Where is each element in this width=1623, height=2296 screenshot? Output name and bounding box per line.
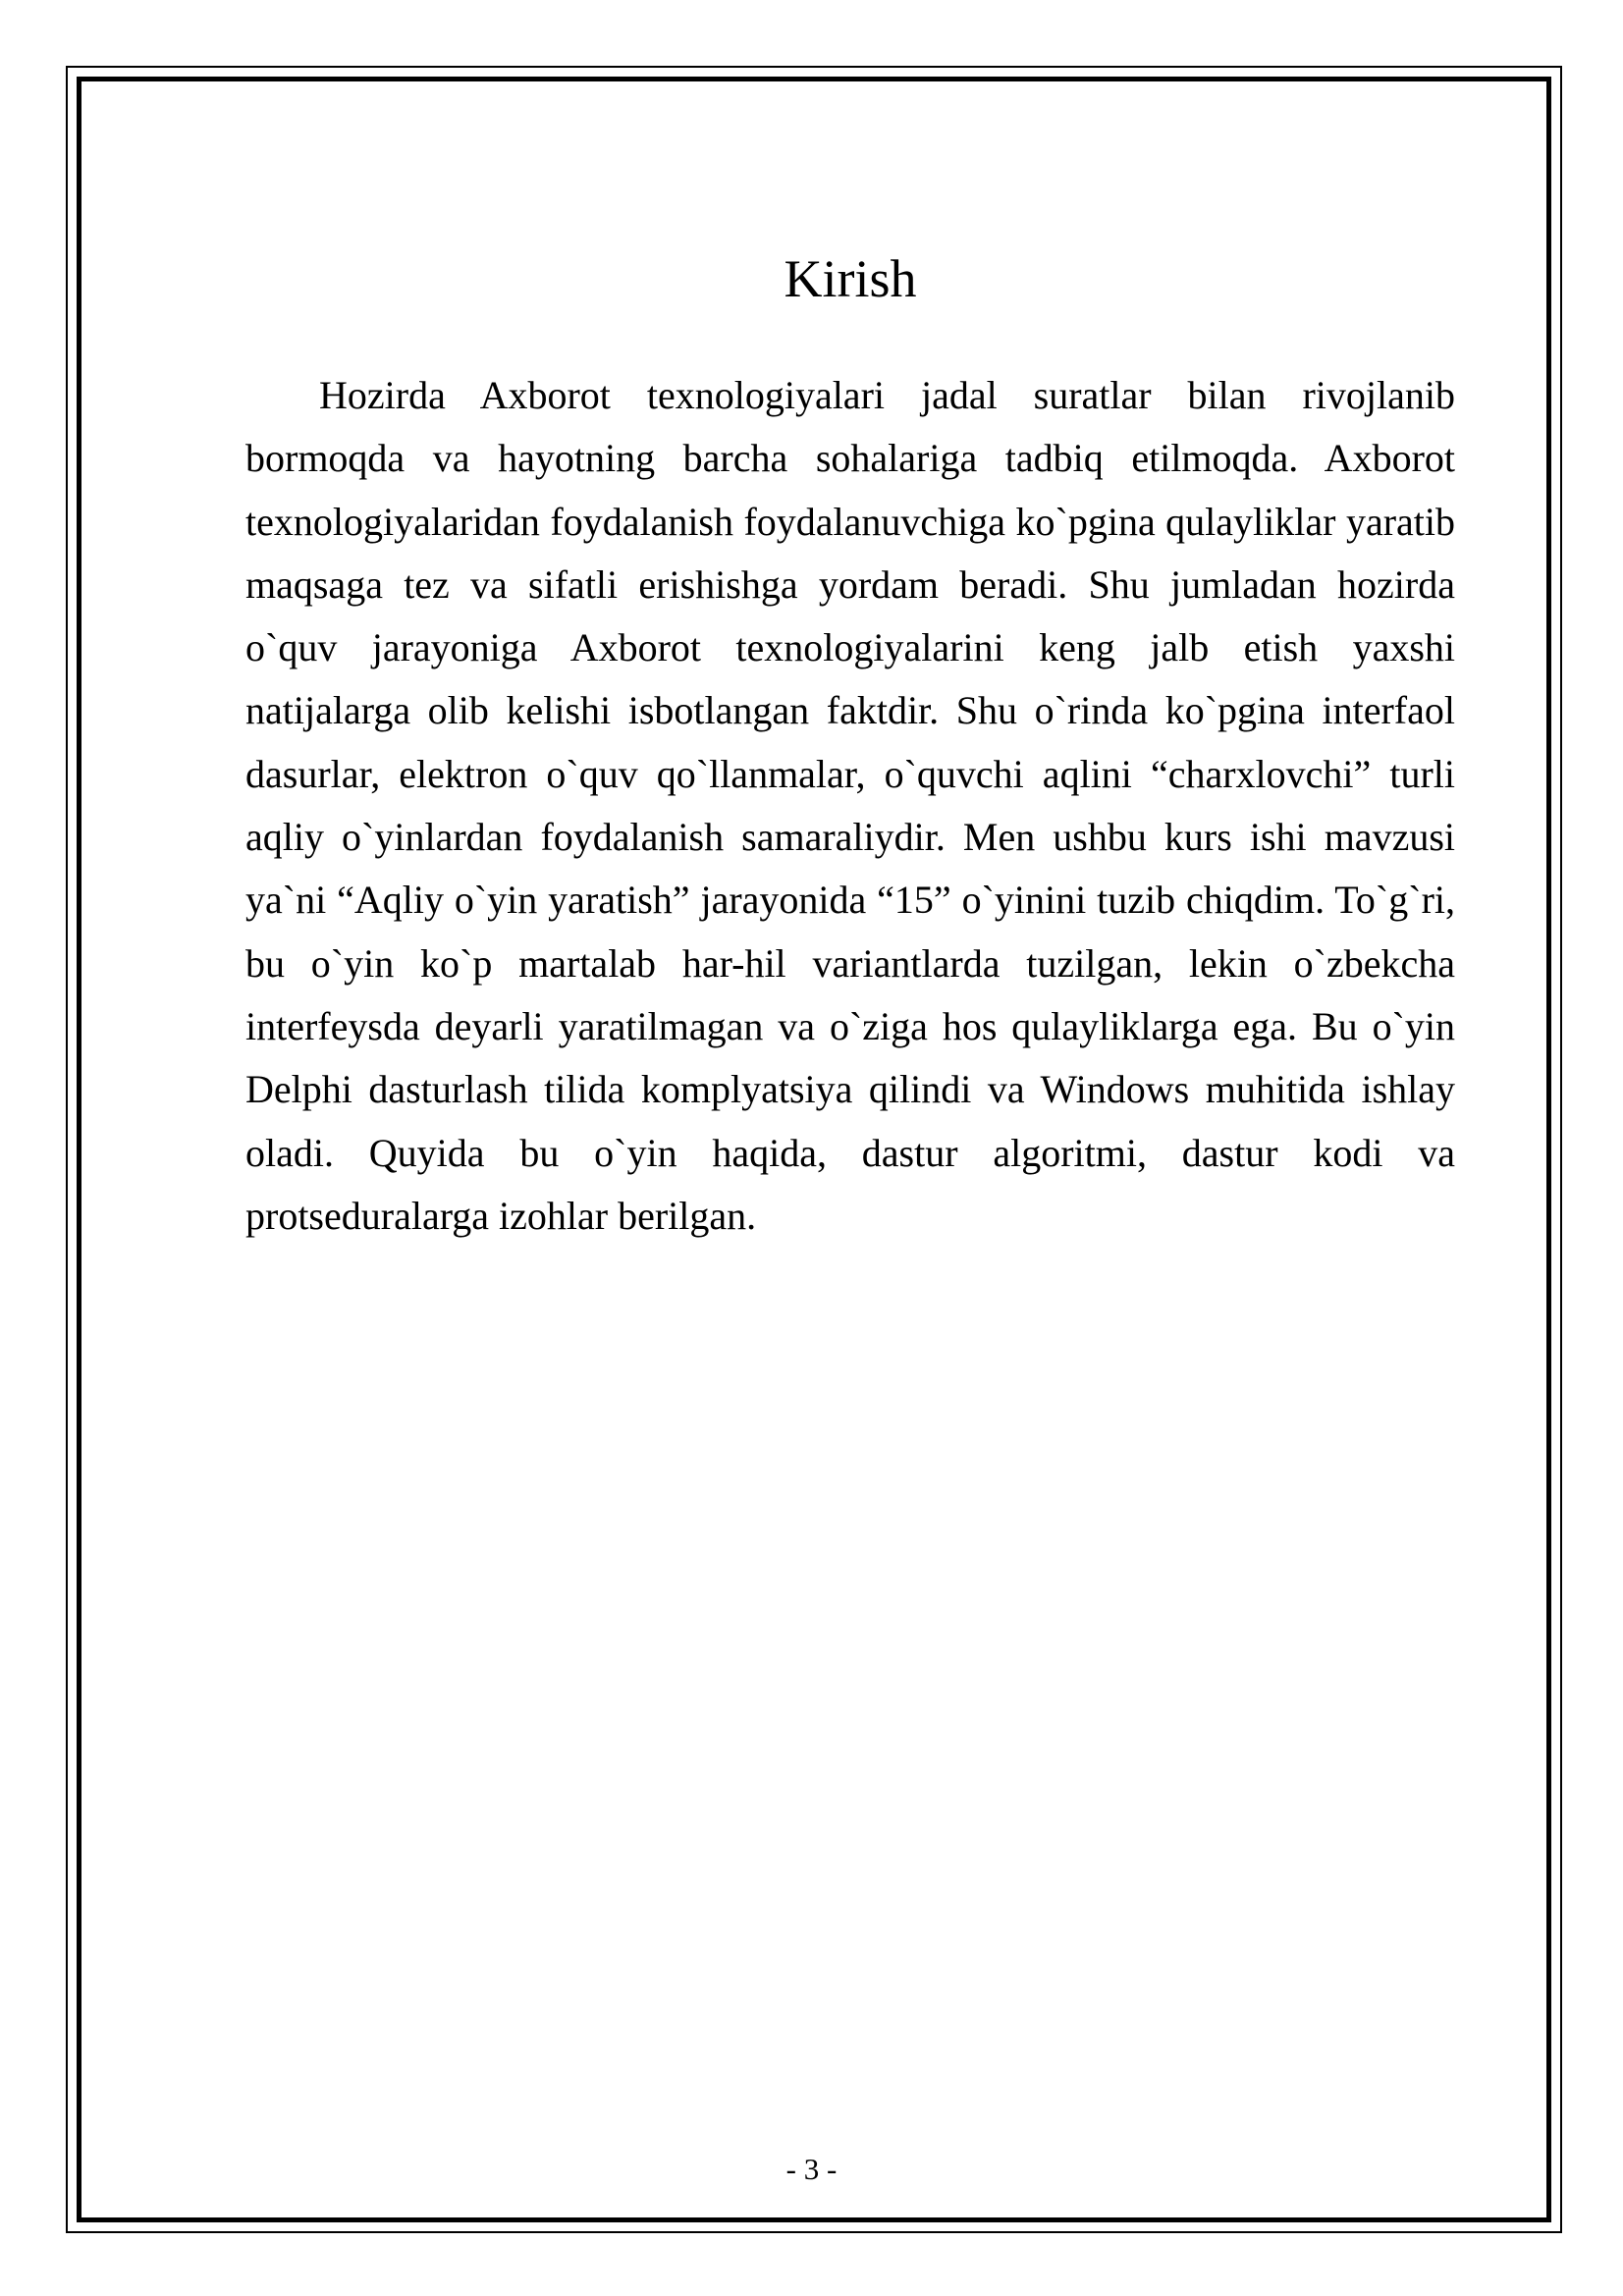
page-number: - 3 - — [785, 2152, 838, 2186]
body-paragraph: Hozirda Axborot texnologiyalari jadal suratlar bilan rivojlanib bormoqda va hayotning barcha sohalariga tadbiq etilmoqda. Axborot texnologiyalaridan foydalanish foydalanuvchiga ko`pgina qulayliklar yaratib maqsaga tez va sifatli erishishga yordam beradi. Shu jumladan hozirda o`quv jarayoniga Axborot texnologiyalarini keng jalb etish yaxshi natijalarga olib kelishi isbotlangan faktdir. Shu o`rinda ko`pgina interfaol dasurlar, elektron o`quv qo`llanmalar, o`quvchi aqlini “charxlovchi” turli aqliy o`yinlardan foydalanish samaraliydir. Men ushbu kurs ishi mavzusi ya`ni “Aqliy o`yin yaratish” jarayonida “15” o`yinini tuzib chiqdim. To`g`ri, bu o`yin ko`p martalab har-hil variantlarda tuzilgan, lekin o`zbekcha interfeysda deyarli yaratilmagan va o`ziga hos qulayliklarga ega. Bu o`yin Delphi dasturlash tilida komplyatsiya qilindi va Windows muhitida ishlay oladi. Quyida bu o`yin haqida, dastur algoritmi, dastur kodi va protseduralarga izohlar berilgan. — [245, 373, 1455, 1238]
page-title: Kirish — [784, 249, 917, 308]
